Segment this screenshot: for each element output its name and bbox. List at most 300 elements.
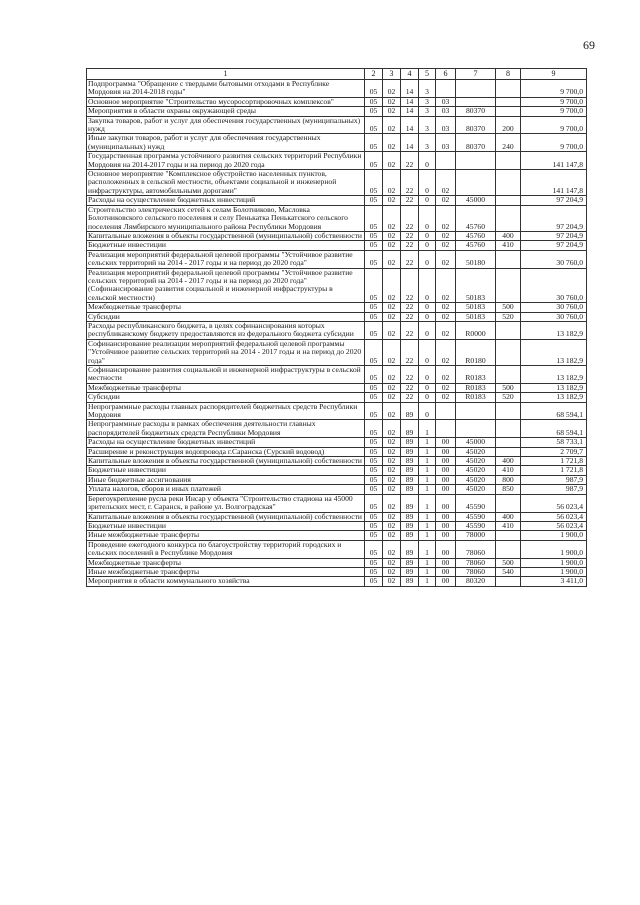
program-code-cell: 22 xyxy=(401,196,419,205)
row-name-cell: Мероприятия в области коммунального хозяйства xyxy=(87,577,365,586)
subsection-code-cell: 02 xyxy=(383,567,401,576)
subsection-code-cell: 02 xyxy=(383,577,401,586)
section-code-cell: 05 xyxy=(365,540,383,558)
subsection-code-cell: 02 xyxy=(383,205,401,231)
amount-cell: 97 204,9 xyxy=(521,196,587,205)
direction-code-cell: 45590 xyxy=(456,494,496,512)
table-row xyxy=(87,577,587,586)
program-code-cell: 89 xyxy=(401,577,419,586)
expense-type-cell xyxy=(496,577,521,586)
row-name-cell: Непрограммные расходы в рамках обеспечения деятельности главных распорядителей бюджетных средств Республики Мордовия xyxy=(87,420,365,438)
amount-cell: 30 760,0 xyxy=(521,250,587,268)
event-code-cell: 02 xyxy=(436,303,456,312)
row-name-cell: Строительство электрических сетей к селам Болотниково, Масловка Болотниковского сельского поселения и селу Пенькатка Пенькатского сельского поселения Лямбирского муниципального района Республики Мордовия xyxy=(87,205,365,231)
table-row xyxy=(87,512,587,521)
amount-cell: 68 594,1 xyxy=(521,420,587,438)
program-code-cell: 22 xyxy=(401,241,419,250)
subsection-code-cell: 02 xyxy=(383,485,401,494)
section-code-cell: 05 xyxy=(365,512,383,521)
program-code-cell: 89 xyxy=(401,420,419,438)
direction-code-cell: 50183 xyxy=(456,312,496,321)
amount-cell: 2 709,7 xyxy=(521,447,587,456)
section-code-cell: 05 xyxy=(365,393,383,402)
section-code-cell: 05 xyxy=(365,321,383,339)
subsection-code-cell: 02 xyxy=(383,540,401,558)
page-number: 69 xyxy=(583,38,595,52)
amount-cell: 1 900,0 xyxy=(521,558,587,567)
expense-type-cell: 400 xyxy=(496,512,521,521)
section-code-cell: 05 xyxy=(365,366,383,384)
amount-cell: 987,9 xyxy=(521,475,587,484)
direction-code-cell xyxy=(456,420,496,438)
expense-type-cell xyxy=(496,170,521,196)
row-name-cell: Непрограммные расходы главных распорядителей бюджетных средств Республики Мордовия xyxy=(87,402,365,420)
direction-code-cell: 50183 xyxy=(456,268,496,303)
expense-type-cell xyxy=(496,80,521,98)
section-code-cell: 05 xyxy=(365,438,383,447)
subprogram-code-cell: 1 xyxy=(419,420,436,438)
event-code-cell: 02 xyxy=(436,393,456,402)
subprogram-code-cell: 1 xyxy=(419,577,436,586)
subprogram-code-cell: 3 xyxy=(419,116,436,134)
direction-code-cell xyxy=(456,170,496,196)
section-code-cell: 05 xyxy=(365,558,383,567)
subprogram-code-cell: 0 xyxy=(419,241,436,250)
event-code-cell xyxy=(436,80,456,98)
program-code-cell: 89 xyxy=(401,540,419,558)
subsection-code-cell: 02 xyxy=(383,393,401,402)
expense-type-cell xyxy=(496,107,521,116)
expense-type-cell: 410 xyxy=(496,466,521,475)
program-code-cell: 22 xyxy=(401,383,419,392)
amount-cell: 58 733,1 xyxy=(521,438,587,447)
section-code-cell: 05 xyxy=(365,80,383,98)
expense-type-cell: 410 xyxy=(496,521,521,530)
subprogram-code-cell: 1 xyxy=(419,447,436,456)
subsection-code-cell: 02 xyxy=(383,321,401,339)
program-code-cell: 22 xyxy=(401,366,419,384)
table-row xyxy=(87,366,587,384)
subsection-code-cell: 02 xyxy=(383,107,401,116)
row-name-cell: Иные межбюджетные трансферты xyxy=(87,567,365,576)
event-code-cell: 00 xyxy=(436,558,456,567)
expense-type-cell xyxy=(496,402,521,420)
amount-cell: 13 182,9 xyxy=(521,321,587,339)
event-code-cell xyxy=(436,420,456,438)
row-name-cell: Софинансирование реализации мероприятий федеральной целевой программы "Устойчивое развитие сельских территорий на 2014 - 2017 годы и на период до 2020 года" xyxy=(87,339,365,365)
program-code-cell: 89 xyxy=(401,485,419,494)
event-code-cell: 02 xyxy=(436,231,456,240)
subsection-code-cell: 02 xyxy=(383,170,401,196)
direction-code-cell: 50180 xyxy=(456,250,496,268)
subprogram-code-cell: 1 xyxy=(419,540,436,558)
expense-type-cell: 500 xyxy=(496,303,521,312)
program-code-cell: 22 xyxy=(401,339,419,365)
amount-cell: 9 700,0 xyxy=(521,116,587,134)
section-code-cell: 05 xyxy=(365,457,383,466)
subprogram-code-cell: 1 xyxy=(419,466,436,475)
event-code-cell: 00 xyxy=(436,447,456,456)
event-code-cell: 02 xyxy=(436,241,456,250)
expense-type-cell xyxy=(496,268,521,303)
amount-cell: 141 147,8 xyxy=(521,152,587,170)
row-name-cell: Бюджетные инвестиции xyxy=(87,241,365,250)
row-name-cell: Иные бюджетные ассигнования xyxy=(87,475,365,484)
subsection-code-cell: 02 xyxy=(383,241,401,250)
expense-type-cell xyxy=(496,531,521,540)
table-row xyxy=(87,339,587,365)
subprogram-code-cell: 3 xyxy=(419,97,436,106)
amount-cell: 13 182,9 xyxy=(521,383,587,392)
expense-type-cell xyxy=(496,321,521,339)
table-row xyxy=(87,402,587,420)
subsection-code-cell: 02 xyxy=(383,402,401,420)
expense-type-cell: 500 xyxy=(496,383,521,392)
event-code-cell: 00 xyxy=(436,457,456,466)
amount-cell: 30 760,0 xyxy=(521,312,587,321)
expense-type-cell: 200 xyxy=(496,116,521,134)
direction-code-cell: 45020 xyxy=(456,475,496,484)
expense-type-cell xyxy=(496,205,521,231)
expense-type-cell: 850 xyxy=(496,485,521,494)
program-code-cell: 89 xyxy=(401,531,419,540)
subsection-code-cell: 02 xyxy=(383,97,401,106)
table-row xyxy=(87,485,587,494)
subprogram-code-cell: 1 xyxy=(419,457,436,466)
expense-type-cell: 800 xyxy=(496,475,521,484)
section-code-cell: 05 xyxy=(365,231,383,240)
program-code-cell: 89 xyxy=(401,466,419,475)
amount-cell: 56 023,4 xyxy=(521,512,587,521)
row-name-cell: Проведение ежегодного конкурса по благоустройству территорий городских и сельских поселений в Республике Мордовия xyxy=(87,540,365,558)
event-code-cell: 00 xyxy=(436,494,456,512)
subsection-code-cell: 02 xyxy=(383,383,401,392)
subprogram-code-cell: 0 xyxy=(419,268,436,303)
subprogram-code-cell: 0 xyxy=(419,321,436,339)
expense-type-cell: 540 xyxy=(496,567,521,576)
column-header: 2 xyxy=(365,69,383,80)
subsection-code-cell: 02 xyxy=(383,457,401,466)
row-name-cell: Расходы республиканского бюджета, в целях софинансирования которых республиканскому бюджету предоставляются из федерального бюджета субсидии xyxy=(87,321,365,339)
event-code-cell: 02 xyxy=(436,366,456,384)
amount-cell: 9 700,0 xyxy=(521,97,587,106)
table-row xyxy=(87,107,587,116)
table-row xyxy=(87,205,587,231)
subsection-code-cell: 02 xyxy=(383,250,401,268)
program-code-cell: 22 xyxy=(401,321,419,339)
subsection-code-cell: 02 xyxy=(383,80,401,98)
section-code-cell: 05 xyxy=(365,567,383,576)
expense-type-cell: 400 xyxy=(496,231,521,240)
program-code-cell: 22 xyxy=(401,250,419,268)
section-code-cell: 05 xyxy=(365,170,383,196)
event-code-cell: 02 xyxy=(436,312,456,321)
program-code-cell: 89 xyxy=(401,567,419,576)
expense-type-cell: 400 xyxy=(496,457,521,466)
table-row xyxy=(87,250,587,268)
expense-type-cell: 410 xyxy=(496,241,521,250)
column-header: 1 xyxy=(87,69,365,80)
direction-code-cell: 78060 xyxy=(456,567,496,576)
row-name-cell: Капитальные вложения в объекты государственной (муниципальной) собственности xyxy=(87,231,365,240)
expense-type-cell xyxy=(496,438,521,447)
event-code-cell: 00 xyxy=(436,438,456,447)
program-code-cell: 14 xyxy=(401,107,419,116)
amount-cell: 30 760,0 xyxy=(521,268,587,303)
section-code-cell: 05 xyxy=(365,531,383,540)
amount-cell: 1 900,0 xyxy=(521,567,587,576)
subprogram-code-cell: 1 xyxy=(419,438,436,447)
subprogram-code-cell: 1 xyxy=(419,494,436,512)
subprogram-code-cell: 1 xyxy=(419,558,436,567)
expense-type-cell xyxy=(496,494,521,512)
table-row xyxy=(87,241,587,250)
subsection-code-cell: 02 xyxy=(383,447,401,456)
subprogram-code-cell: 1 xyxy=(419,521,436,530)
amount-cell: 3 411,0 xyxy=(521,577,587,586)
direction-code-cell xyxy=(456,402,496,420)
direction-code-cell: 45020 xyxy=(456,485,496,494)
event-code-cell: 00 xyxy=(436,512,456,521)
event-code-cell: 00 xyxy=(436,521,456,530)
column-header: 4 xyxy=(401,69,419,80)
program-code-cell: 22 xyxy=(401,231,419,240)
subprogram-code-cell: 1 xyxy=(419,485,436,494)
row-name-cell: Основное мероприятие "Строительство мусоросортировочных комплексов" xyxy=(87,97,365,106)
program-code-cell: 89 xyxy=(401,438,419,447)
table-row xyxy=(87,170,587,196)
row-name-cell: Иные закупки товаров, работ и услуг для обеспечения государственных (муниципальных) нужд xyxy=(87,134,365,152)
expense-type-cell xyxy=(496,97,521,106)
amount-cell: 9 700,0 xyxy=(521,80,587,98)
subsection-code-cell: 02 xyxy=(383,196,401,205)
section-code-cell: 05 xyxy=(365,241,383,250)
table-row xyxy=(87,393,587,402)
table-row xyxy=(87,475,587,484)
row-name-cell: Межбюджетные трансферты xyxy=(87,303,365,312)
program-code-cell: 89 xyxy=(401,402,419,420)
direction-code-cell: 80370 xyxy=(456,116,496,134)
amount-cell: 97 204,9 xyxy=(521,241,587,250)
subsection-code-cell: 02 xyxy=(383,494,401,512)
direction-code-cell: 45760 xyxy=(456,205,496,231)
program-code-cell: 22 xyxy=(401,312,419,321)
table-row xyxy=(87,540,587,558)
direction-code-cell xyxy=(456,97,496,106)
direction-code-cell: 78000 xyxy=(456,531,496,540)
subprogram-code-cell: 0 xyxy=(419,312,436,321)
subsection-code-cell: 02 xyxy=(383,231,401,240)
row-name-cell: Межбюджетные трансферты xyxy=(87,383,365,392)
section-code-cell: 05 xyxy=(365,250,383,268)
section-code-cell: 05 xyxy=(365,475,383,484)
row-name-cell: Бюджетные инвестиции xyxy=(87,521,365,530)
event-code-cell: 00 xyxy=(436,485,456,494)
program-code-cell: 14 xyxy=(401,134,419,152)
budget-table xyxy=(86,68,587,587)
expense-type-cell xyxy=(496,420,521,438)
header-row xyxy=(87,69,587,80)
program-code-cell: 22 xyxy=(401,170,419,196)
amount-cell: 1 900,0 xyxy=(521,531,587,540)
direction-code-cell: 45020 xyxy=(456,457,496,466)
table-row xyxy=(87,97,587,106)
row-name-cell: Расходы на осуществление бюджетных инвестиций xyxy=(87,438,365,447)
subprogram-code-cell: 1 xyxy=(419,512,436,521)
table-row xyxy=(87,558,587,567)
event-code-cell: 02 xyxy=(436,383,456,392)
section-code-cell: 05 xyxy=(365,383,383,392)
section-code-cell: 05 xyxy=(365,420,383,438)
direction-code-cell xyxy=(456,80,496,98)
expense-type-cell xyxy=(496,339,521,365)
program-code-cell: 22 xyxy=(401,268,419,303)
event-code-cell: 02 xyxy=(436,170,456,196)
row-name-cell: Софинансирование развития социальной и инженерной инфраструктуры в сельской местности xyxy=(87,366,365,384)
table-row xyxy=(87,567,587,576)
program-code-cell: 22 xyxy=(401,152,419,170)
column-header: 8 xyxy=(496,69,521,80)
program-code-cell: 89 xyxy=(401,475,419,484)
row-name-cell: Иные межбюджетные трансферты xyxy=(87,531,365,540)
direction-code-cell: 50183 xyxy=(456,303,496,312)
row-name-cell: Государственная программа устойчивого развития сельских территорий Республики Мордовия на 2014-2017 годы и на период до 2020 года xyxy=(87,152,365,170)
direction-code-cell xyxy=(456,152,496,170)
section-code-cell: 05 xyxy=(365,339,383,365)
subprogram-code-cell: 0 xyxy=(419,339,436,365)
table-row xyxy=(87,447,587,456)
row-name-cell: Закупка товаров, работ и услуг для обеспечения государственных (муниципальных) нужд xyxy=(87,116,365,134)
amount-cell: 1 900,0 xyxy=(521,540,587,558)
amount-cell: 13 182,9 xyxy=(521,366,587,384)
event-code-cell: 00 xyxy=(436,531,456,540)
row-name-cell: Капитальные вложения в объекты государственной (муниципальной) собственности xyxy=(87,457,365,466)
direction-code-cell: 45590 xyxy=(456,512,496,521)
section-code-cell: 05 xyxy=(365,152,383,170)
subsection-code-cell: 02 xyxy=(383,521,401,530)
expense-type-cell xyxy=(496,196,521,205)
section-code-cell: 05 xyxy=(365,312,383,321)
expense-type-cell xyxy=(496,366,521,384)
amount-cell: 13 182,9 xyxy=(521,339,587,365)
direction-code-cell: 45760 xyxy=(456,231,496,240)
subprogram-code-cell: 0 xyxy=(419,402,436,420)
section-code-cell: 05 xyxy=(365,447,383,456)
amount-cell: 141 147,8 xyxy=(521,170,587,196)
direction-code-cell: R0000 xyxy=(456,321,496,339)
subprogram-code-cell: 0 xyxy=(419,383,436,392)
table-row xyxy=(87,303,587,312)
subprogram-code-cell: 0 xyxy=(419,250,436,268)
subprogram-code-cell: 0 xyxy=(419,393,436,402)
direction-code-cell: 80320 xyxy=(456,577,496,586)
row-name-cell: Уплата налогов, сборов и иных платежей xyxy=(87,485,365,494)
subsection-code-cell: 02 xyxy=(383,268,401,303)
table-row xyxy=(87,438,587,447)
program-code-cell: 14 xyxy=(401,97,419,106)
subprogram-code-cell: 0 xyxy=(419,231,436,240)
table-row xyxy=(87,531,587,540)
program-code-cell: 89 xyxy=(401,558,419,567)
expense-type-cell xyxy=(496,250,521,268)
table-row xyxy=(87,196,587,205)
row-name-cell: Расходы на осуществление бюджетных инвестиций xyxy=(87,196,365,205)
table-row xyxy=(87,321,587,339)
amount-cell: 30 760,0 xyxy=(521,303,587,312)
event-code-cell: 02 xyxy=(436,205,456,231)
table-row xyxy=(87,134,587,152)
amount-cell: 13 182,9 xyxy=(521,393,587,402)
direction-code-cell: 45000 xyxy=(456,438,496,447)
direction-code-cell: R0180 xyxy=(456,339,496,365)
expense-type-cell xyxy=(496,540,521,558)
subprogram-code-cell: 0 xyxy=(419,196,436,205)
section-code-cell: 05 xyxy=(365,402,383,420)
section-code-cell: 05 xyxy=(365,116,383,134)
program-code-cell: 22 xyxy=(401,303,419,312)
direction-code-cell: 80370 xyxy=(456,107,496,116)
subprogram-code-cell: 0 xyxy=(419,205,436,231)
amount-cell: 56 023,4 xyxy=(521,521,587,530)
subsection-code-cell: 02 xyxy=(383,438,401,447)
section-code-cell: 05 xyxy=(365,577,383,586)
subsection-code-cell: 02 xyxy=(383,339,401,365)
expense-type-cell xyxy=(496,152,521,170)
section-code-cell: 05 xyxy=(365,521,383,530)
subsection-code-cell: 02 xyxy=(383,312,401,321)
table-row xyxy=(87,268,587,303)
row-name-cell: Бюджетные инвестиции xyxy=(87,466,365,475)
row-name-cell: Реализация мероприятий федеральной целевой программы "Устойчивое развитие сельских территорий на 2014 - 2017 годы и на период до 2020 года" xyxy=(87,250,365,268)
expense-type-cell xyxy=(496,447,521,456)
section-code-cell: 05 xyxy=(365,205,383,231)
subprogram-code-cell: 0 xyxy=(419,170,436,196)
event-code-cell: 00 xyxy=(436,475,456,484)
subprogram-code-cell: 3 xyxy=(419,107,436,116)
subprogram-code-cell: 1 xyxy=(419,531,436,540)
row-name-cell: Мероприятия в области охраны окружающей среды xyxy=(87,107,365,116)
event-code-cell: 03 xyxy=(436,116,456,134)
direction-code-cell: R0183 xyxy=(456,393,496,402)
direction-code-cell: 45760 xyxy=(456,241,496,250)
subsection-code-cell: 02 xyxy=(383,466,401,475)
table-row xyxy=(87,420,587,438)
event-code-cell: 00 xyxy=(436,466,456,475)
row-name-cell: Подпрограмма "Обращение с твердыми бытовыми отходами в Республике Мордовия на 2014-2018 годы" xyxy=(87,80,365,98)
table-row xyxy=(87,466,587,475)
row-name-cell: Капитальные вложения в объекты государственной (муниципальной) собственности xyxy=(87,512,365,521)
program-code-cell: 14 xyxy=(401,80,419,98)
table-row xyxy=(87,80,587,98)
subprogram-code-cell: 3 xyxy=(419,134,436,152)
subprogram-code-cell: 3 xyxy=(419,80,436,98)
table-row xyxy=(87,231,587,240)
program-code-cell: 22 xyxy=(401,205,419,231)
direction-code-cell: 80370 xyxy=(456,134,496,152)
amount-cell: 987,9 xyxy=(521,485,587,494)
amount-cell: 1 721,8 xyxy=(521,466,587,475)
section-code-cell: 05 xyxy=(365,494,383,512)
amount-cell: 9 700,0 xyxy=(521,134,587,152)
table-row xyxy=(87,521,587,530)
direction-code-cell: 78060 xyxy=(456,558,496,567)
section-code-cell: 05 xyxy=(365,196,383,205)
row-name-cell: Основное мероприятие "Комплексное обустройство населенных пунктов, расположенных в сельской местности, объектами социальной и инженерной инфраструктуры, автомобильными дорогами" xyxy=(87,170,365,196)
row-name-cell: Берегоукрепление русла реки Инсар у объекта "Строительство стадиона на 45000 зрительских мест, г. Саранск, в районе ул. Волгоградская" xyxy=(87,494,365,512)
table-row xyxy=(87,116,587,134)
section-code-cell: 05 xyxy=(365,134,383,152)
subsection-code-cell: 02 xyxy=(383,475,401,484)
